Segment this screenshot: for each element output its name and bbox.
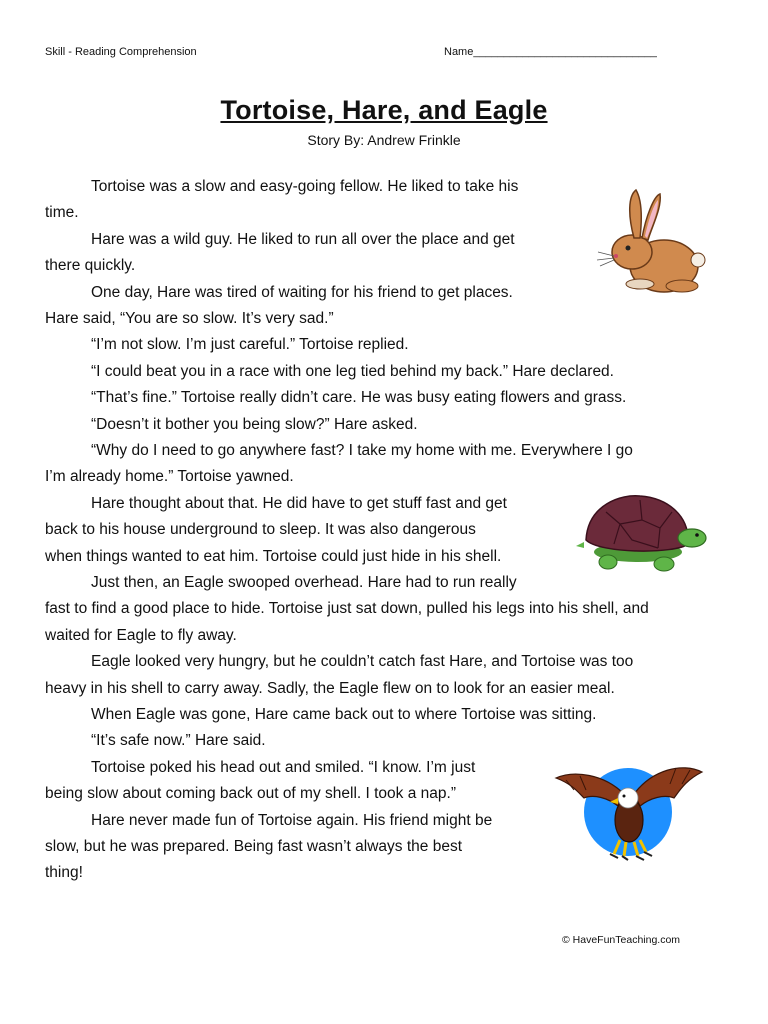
author-byline: Story By: Andrew Frinkle: [307, 132, 461, 148]
story-line: “I’m not slow. I’m just careful.” Tortoise replied.: [91, 336, 409, 354]
story-line: “That’s fine.” Tortoise really didn’t care. He was busy eating flowers and grass.: [91, 389, 627, 407]
hare-illustration: [594, 186, 706, 304]
story-line: heavy in his shell to carry away. Sadly, the Eagle flew on to look for an easier meal.: [45, 679, 615, 697]
story-line: Hare thought about that. He did have to get stuff fast and get: [91, 494, 507, 512]
eagle-illustration: [554, 754, 704, 866]
story-line: Hare never made fun of Tortoise again. His friend might be: [91, 811, 493, 829]
story-line: “Doesn’t it bother you being slow?” Hare asked.: [91, 415, 418, 433]
story-line: One day, Hare was tired of waiting for his friend to get places.: [91, 283, 513, 301]
story-line: fast to find a good place to hide. Tortoise just sat down, pulled his legs into his shell, and: [45, 600, 649, 618]
story-line: I’m already home.” Tortoise yawned.: [45, 468, 294, 486]
story-line: “I could beat you in a race with one leg tied behind my back.” Hare declared.: [91, 362, 614, 380]
tortoise-illustration: [576, 490, 708, 574]
story-line: “Why do I need to go anywhere fast? I take my home with me. Everywhere I go: [91, 442, 633, 459]
story-line: time.: [45, 204, 79, 222]
skill-label: Skill - Reading Comprehension: [45, 46, 197, 58]
story-line: back to his house underground to sleep. It was also dangerous: [45, 521, 476, 539]
story-line: Hare was a wild guy. He liked to run all over the place and get: [91, 230, 515, 248]
story-line: when things wanted to eat him. Tortoise could just hide in his shell.: [45, 547, 502, 565]
story-line: slow, but he was prepared. Being fast wasn’t always the best: [45, 838, 463, 855]
story-line: Tortoise poked his head out and smiled. “I know. I’m just: [91, 758, 476, 776]
copyright-footer: © HaveFunTeaching.com: [562, 934, 681, 946]
page-title: Tortoise, Hare, and Eagle: [220, 95, 548, 125]
story-line: When Eagle was gone, Hare came back out to where Tortoise was sitting.: [91, 706, 597, 723]
story-line: thing!: [45, 864, 83, 882]
story-line: Eagle looked very hungry, but he couldn’t catch fast Hare, and Tortoise was too: [91, 653, 634, 671]
story-line: Tortoise was a slow and easy-going fellow. He liked to take his: [91, 178, 519, 195]
story-line: being slow about coming back out of my shell. I took a nap.”: [45, 785, 456, 803]
story-line: there quickly.: [45, 257, 136, 275]
story-line: “It’s safe now.” Hare said.: [91, 732, 266, 750]
story-line: Hare said, “You are so slow. It’s very sad.”: [45, 310, 334, 327]
story-line: waited for Eagle to fly away.: [45, 626, 237, 644]
story-line: Just then, an Eagle swooped overhead. Hare had to run really: [91, 574, 517, 591]
name-field: Name______________________________: [444, 46, 657, 58]
